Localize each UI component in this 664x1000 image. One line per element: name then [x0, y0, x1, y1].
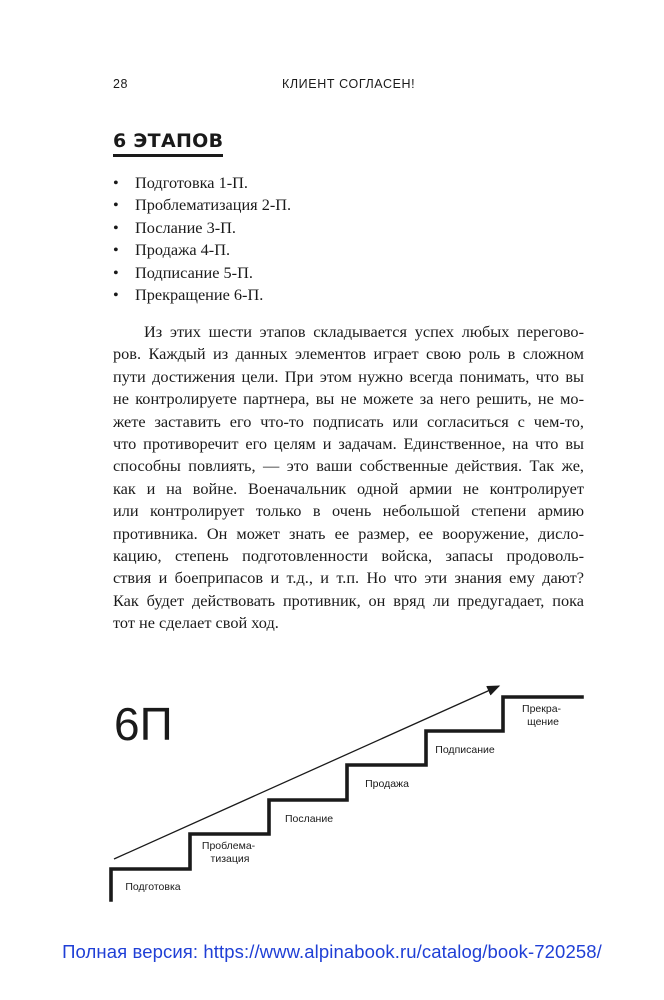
six-p-staircase-diagram: [100, 675, 600, 910]
step-label-prodazha: Продажа: [365, 778, 409, 790]
paragraph-line: или контролирует только в очень небольшой степени армию: [113, 501, 584, 521]
paragraph-line: жете заставить его что-то подписать или согласиться с чем-то,: [113, 411, 584, 431]
diagram-title: 6П: [114, 698, 173, 750]
paragraph-line: пути достижения цели. При этом нужно всегда понимать, что вы: [113, 366, 584, 386]
step-label-podgotovka: Подготовка: [125, 881, 181, 893]
list-item: • Подготовка 1-П.: [113, 172, 291, 194]
step-label-podpisanie: Подписание: [435, 744, 495, 756]
list-item: • Прекращение 6-П.: [113, 284, 291, 306]
staircase-outline: [111, 697, 582, 900]
list-item: • Продажа 4-П.: [113, 239, 291, 261]
paragraph-line: Из этих шести этапов складывается успех любых перегово-: [144, 322, 584, 341]
paragraph-line: как и на войне. Военачальник одной армии не контролирует: [113, 478, 584, 498]
paragraph-line: не контролируете партнера, вы не можете за него решить, не мо-: [113, 389, 584, 409]
paragraph-line: противника. Он может знать ее размер, ее вооружение, дисло-: [113, 523, 584, 543]
list-item: • Проблематизация 2-П.: [113, 194, 291, 216]
paragraph-line: ров. Каждый из данных элементов играет свою роль в сложном: [113, 344, 584, 364]
step-label-poslanie: Послание: [284, 813, 334, 825]
running-head: [0, 77, 664, 97]
full-version-link[interactable]: Полная версия: https://www.alpinabook.ru/catalog/book-720258/: [62, 941, 602, 962]
paragraph-line: способны повлиять, — это ваши собственные действия. Так же,: [113, 456, 584, 476]
list-item: • Подписание 5-П.: [113, 262, 291, 284]
paragraph-line: что противоречит его целям и задачам. Единственное, на что вы: [113, 433, 584, 453]
page-number: 28: [113, 77, 129, 91]
paragraph-line: ствия и боеприпасов и т.д., и т.п. Но что эти знания ему дают?: [113, 568, 584, 588]
body-paragraph: [113, 321, 584, 634]
section-title: 6 ЭТАПОВ: [113, 131, 223, 157]
book-title: КЛИЕНТ СОГЛАСЕН!: [282, 77, 416, 91]
paragraph-line: тот не сделает свой ход.: [113, 613, 279, 633]
paragraph-line: кацию, степень подготовленности войска, запасы продоволь-: [113, 545, 584, 565]
paragraph-line: Как будет действовать противник, он вряд ли предугадает, пока: [113, 590, 584, 610]
step-label-problematizatsiya: Проблема- тизация: [201, 840, 256, 865]
stages-list: [113, 172, 291, 306]
step-label-prekrashchenie: Прекра- щение: [522, 703, 562, 728]
list-item: • Послание 3-П.: [113, 217, 291, 239]
